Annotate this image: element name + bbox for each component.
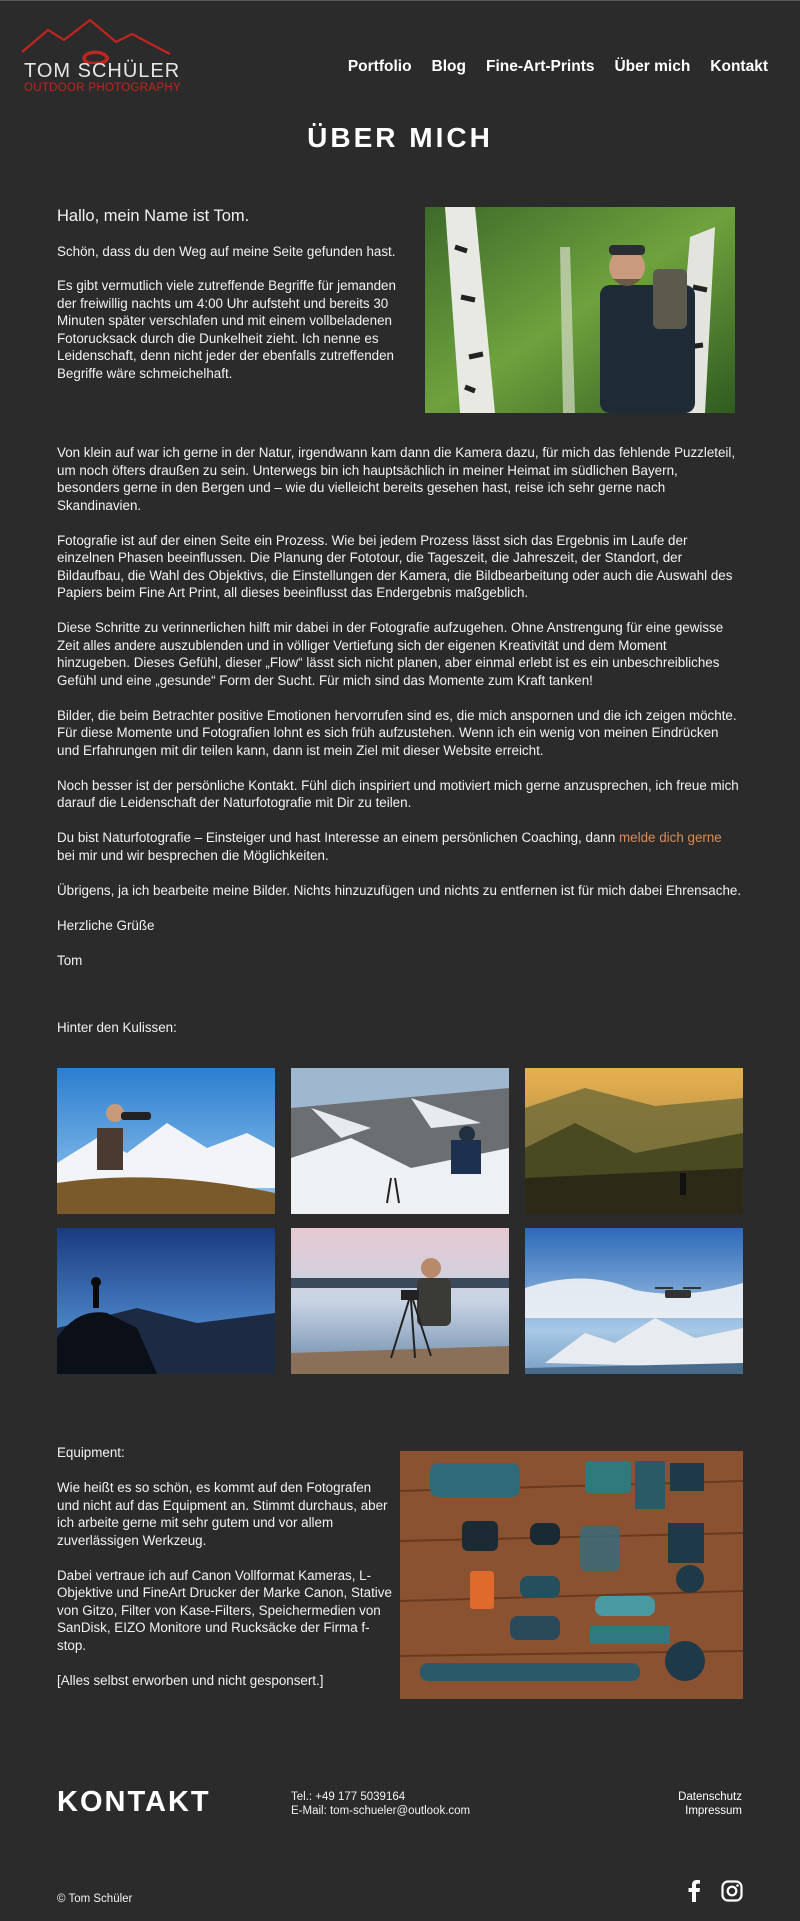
about-paragraph: Noch besser ist der persönliche Kontakt. Fühl dich inspiriert und motiviert mich gerne anzusprechen, ich freue mich darauf die Leidenschaft der Naturfotografie mit Dir zu teilen. [57, 777, 739, 810]
intro-paragraph: Es gibt vermutlich viele zutreffende Begriffe für jemanden der freiwillig nachts um 4:00 Uhr aufsteht und bereits 30 Minuten später verschlafen und mit einem vollbeladenen Fotorucksack durch die Dunkelheit zieht. Ich nenne es Leidenschaft, denn nicht jeder der ebenfalls zutreffenden Begriffe wäre schmeichelhaft. [57, 278, 396, 381]
equipment-section [57, 1444, 392, 1707]
equipment-title: Equipment: [57, 1445, 125, 1460]
intro-section [57, 208, 402, 399]
facebook-icon[interactable] [687, 1880, 701, 1907]
phone[interactable]: Tel.: +49 177 5039164 [291, 1791, 406, 1803]
nav-ueber-mich[interactable]: Über mich [614, 58, 691, 75]
equipment-photo [400, 1451, 743, 1699]
main-nav [348, 58, 768, 76]
intro-paragraph: Schön, dass du den Weg auf meine Seite gefunden hast. [57, 243, 396, 259]
about-text [57, 444, 743, 987]
gallery-photo[interactable] [291, 1228, 509, 1374]
equipment-paragraph: Wie heißt es so schön, es kommt auf den Fotografen und nicht auf das Equipment an. Stimmt durchaus, aber ich arbeite gerne mit sehr gutem und vor allem zuverlässigen Werkzeug. [57, 1480, 388, 1548]
nav-fine-art-prints[interactable]: Fine-Art-Prints [485, 58, 595, 75]
gallery-photo[interactable] [57, 1068, 275, 1214]
contact-link[interactable]: melde dich gerne [619, 830, 722, 845]
gallery-photo[interactable] [525, 1068, 743, 1214]
instagram-icon[interactable] [721, 1880, 743, 1907]
footer [0, 1760, 800, 1921]
coaching-text-end: bei mir und wir besprechen die Möglichkeiten. [57, 847, 329, 863]
mountain-logo-icon [20, 18, 200, 64]
about-paragraph: Von klein auf war ich gerne in der Natur, irgendwann kam dann die Kamera dazu, für mich das fehlende Puzzleteil, um noch öfters draußen zu sein. Unterwegs bin ich hauptsächlich in meiner Heimat im südlichen Bayern, besonders gerne in den Bergen und – wie du vielleicht bereits gesehen hast, reise ich sehr gerne nach Skandinavien. [57, 445, 736, 513]
portrait-photo [425, 207, 735, 413]
about-paragraph-coaching [57, 829, 743, 864]
social-links [687, 1880, 743, 1907]
nav-portfolio[interactable]: Portfolio [347, 58, 412, 75]
page-title: ÜBER MICH [307, 122, 493, 153]
signature: Tom [57, 952, 83, 968]
greeting: Hallo, mein Name ist Tom. [57, 207, 250, 225]
coaching-text: Du bist Naturfotografie – Einsteiger und hast Interesse an einem persönlichen Coaching, dann [57, 830, 620, 845]
greetings: Herzliche Grüße [57, 917, 155, 933]
email[interactable]: E-Mail: tom-schueler@outlook.com [291, 1805, 471, 1817]
gallery-photo[interactable] [57, 1228, 275, 1374]
about-paragraph: Bilder, die beim Betrachter positive Emotionen hervorrufen sind es, die mich anspornen und die ich zeigen möchte. Für diese Momente und Fotografien lohnt es sich früh aufzustehen. Wenn ich ein wenig von meinen Eindrücken und Erfahrungen mit dir teilen kann, dann ist mein Ziel mit dieser Website erreicht. [57, 707, 737, 758]
about-paragraph: Diese Schritte zu verinnerlichen hilft mir dabei in der Fotografie aufzugehen. Ohne Anstrengung für eine gewisse Zeit alles andere auszublenden und in völliger Vertiefung sich der eigenen Kreativität und dem Moment hinzugeben. Dieses Gefühl, dieser „Flow“ lässt sich nicht planen, aber einmal erlebt ist es ein unbeschreibliches Gefühl und eine „gesunde“ Form der Sucht. Für mich sind das Momente zum Kraft tanken! [57, 620, 724, 688]
logo-subtitle: OUTDOOR PHOTOGRAPHY [24, 82, 181, 94]
gallery-photo[interactable] [525, 1228, 743, 1374]
equipment-note: [Alles selbst erworben und nicht gesponsert.] [57, 1672, 324, 1688]
nav-kontakt[interactable]: Kontakt [710, 58, 768, 75]
copyright: © Tom Schüler [57, 1893, 133, 1905]
datenschutz-link[interactable]: Datenschutz [678, 1791, 742, 1803]
about-paragraph: Fotografie ist auf der einen Seite ein Prozess. Wie bei jedem Prozess lässt sich das Ergebnis im Laufe der einzelnen Phasen beeinflussen. Die Planung der Fototour, die Tageszeit, die Jahreszeit, der Standort, der Bildaufbau, die Wahl des Objektivs, die Einstellungen der Kamera, die Bildbearbeitung oder auch die Auswahl des Papiers beim Fine Art Print, all dieses beeinflusst das Endergebnis maßgeblich. [57, 532, 733, 600]
kontakt-heading: KONTAKT [57, 1786, 211, 1818]
contact-info [291, 1790, 470, 1818]
logo[interactable] [20, 18, 200, 98]
logo-name: TOM SCHÜLER [24, 60, 181, 82]
legal-links [678, 1790, 742, 1818]
gallery-title: Hinter den Kulissen: [57, 1020, 177, 1035]
equipment-paragraph: Dabei vertraue ich auf Canon Vollformat Kameras, L-Objektive und FineArt Drucker der Marke Canon, Stative von Gitzo, Filter von Kase-Filters, Speichermedien von SanDisk, EIZO Monitore und Rucksäcke der Firma f-stop. [57, 1567, 392, 1653]
header [0, 0, 800, 110]
about-paragraph: Übrigens, ja ich bearbeite meine Bilder. Nichts hinzuzufügen und nichts zu entfernen ist für mich dabei Ehrensache. [57, 882, 742, 898]
gallery-photo[interactable] [291, 1068, 509, 1214]
impressum-link[interactable]: Impressum [685, 1805, 742, 1817]
nav-blog[interactable]: Blog [431, 58, 466, 75]
